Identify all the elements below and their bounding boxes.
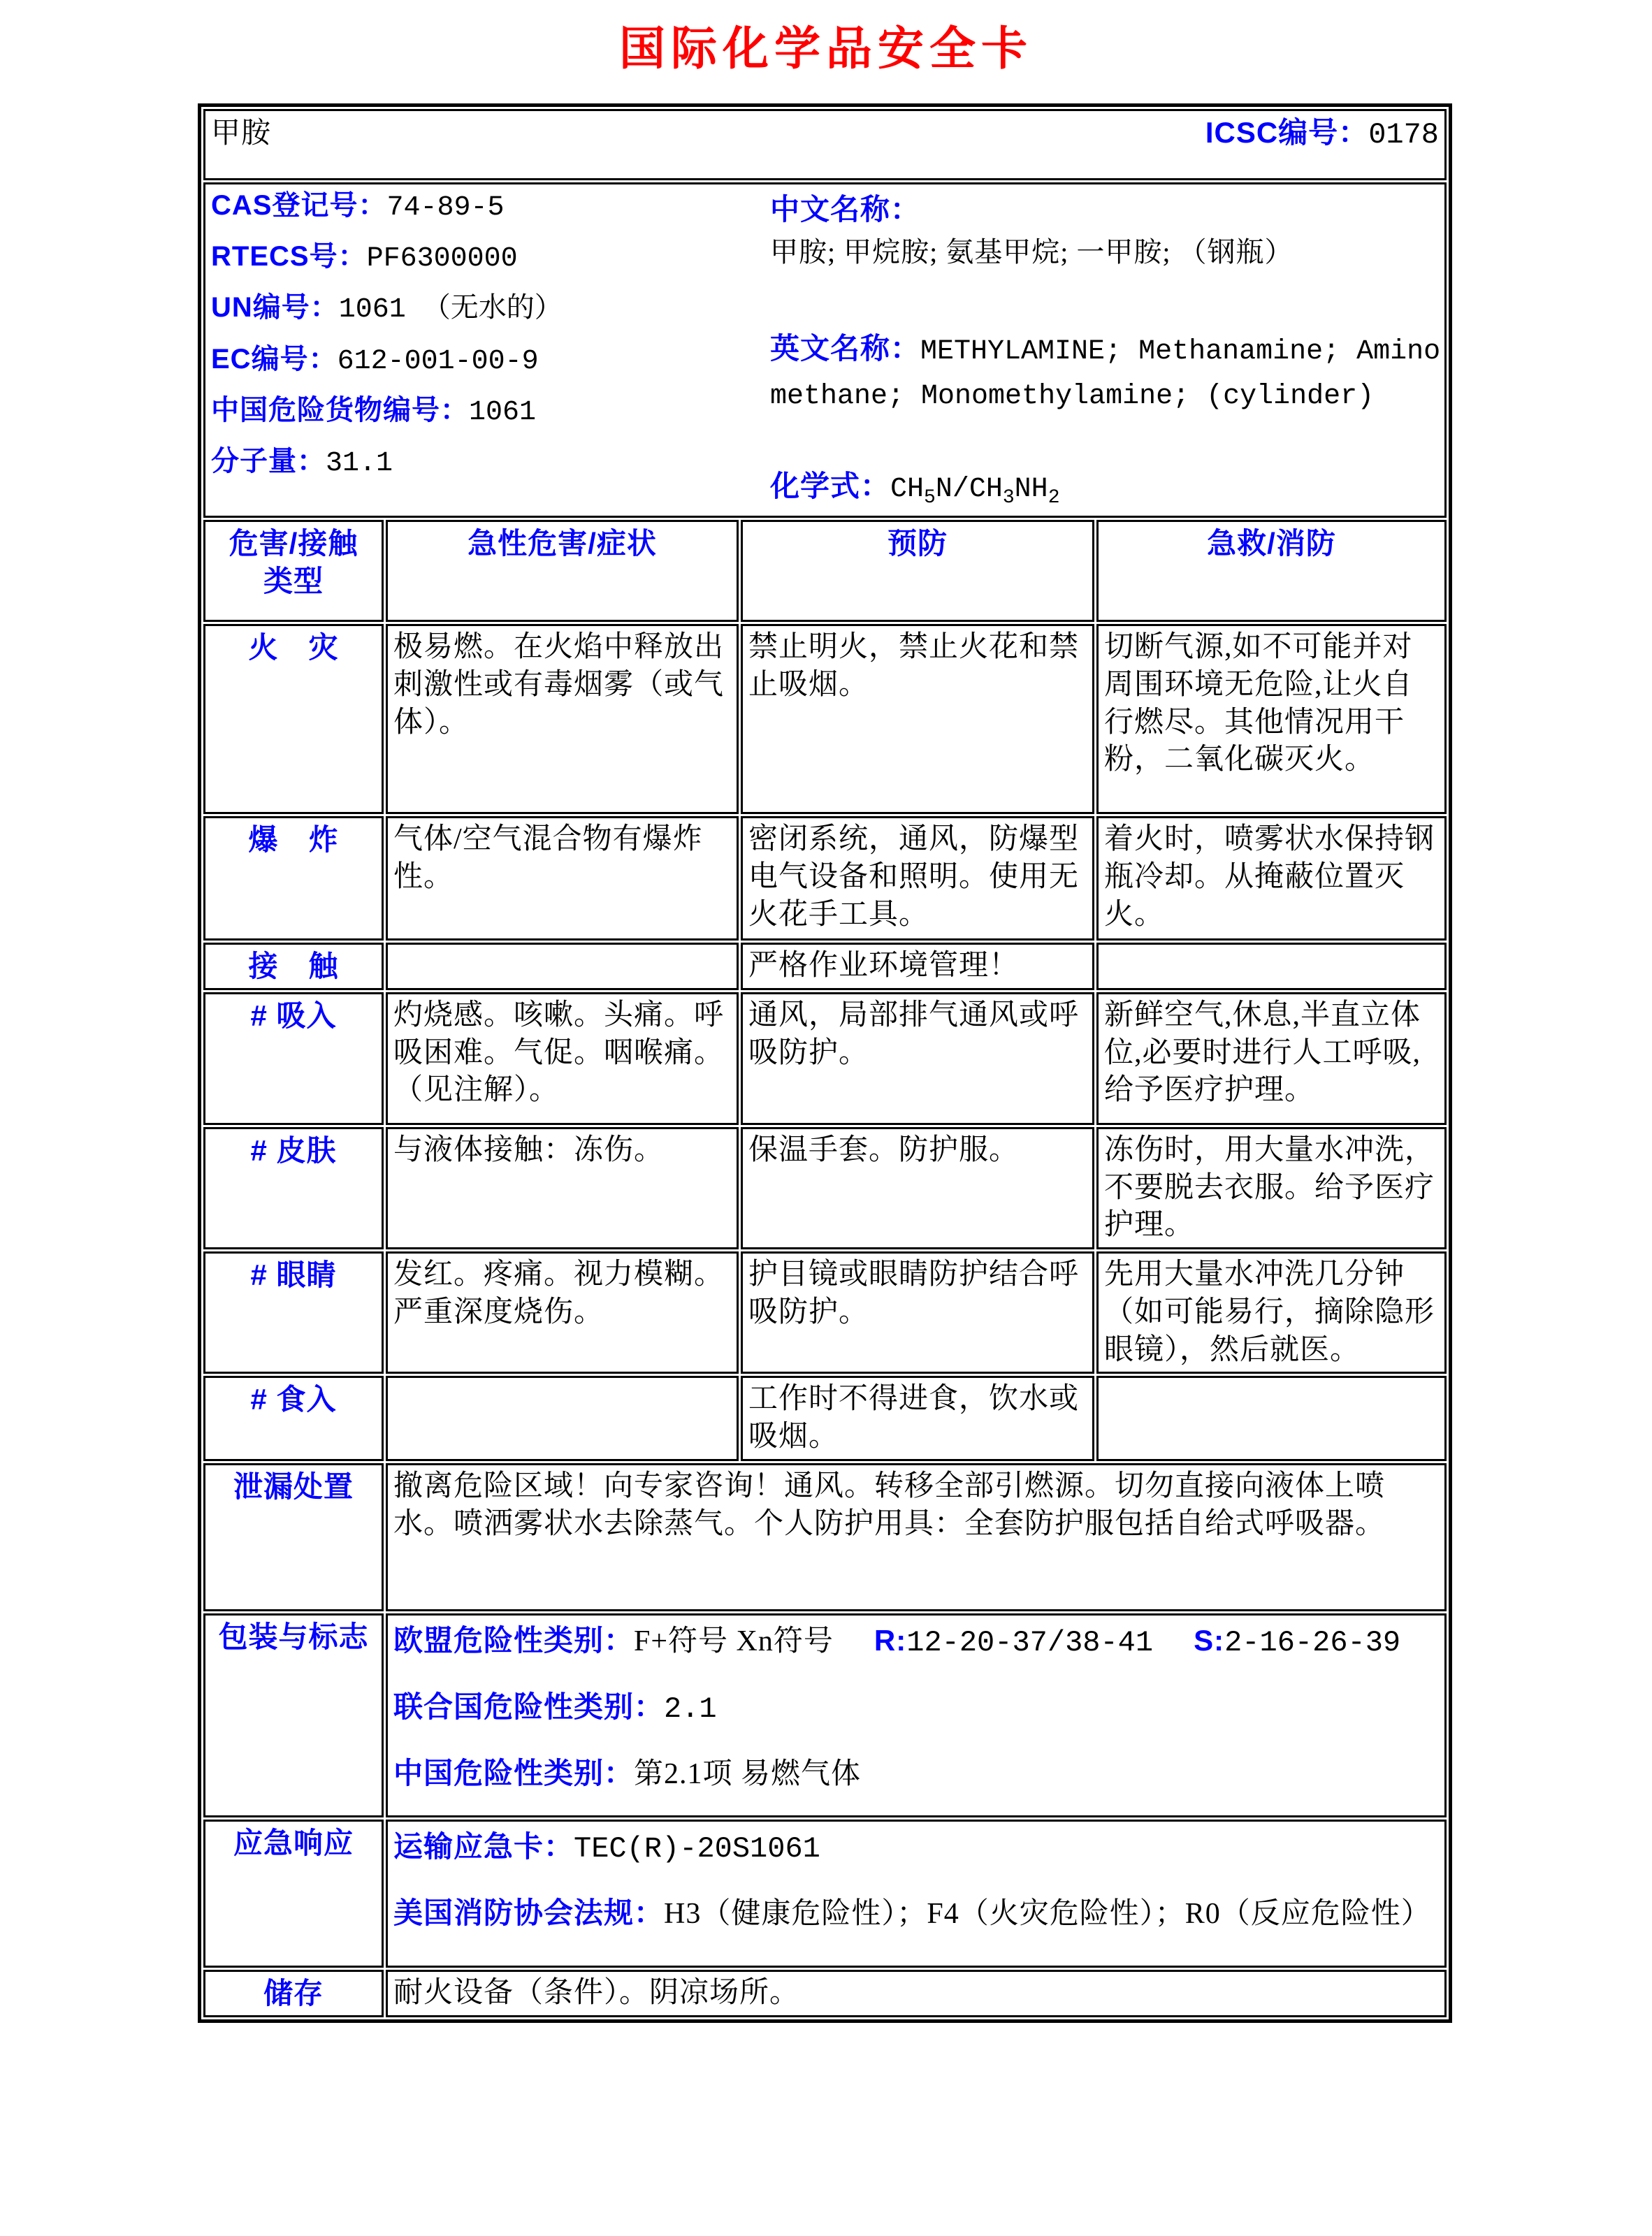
nfpa-code-label: 美国消防协会法规： bbox=[393, 1896, 665, 1929]
fire-symptoms: 极易燃。在火焰中释放出刺激性或有毒烟雾（或气体）。 bbox=[386, 624, 739, 814]
ec-number-label: EC编号： bbox=[211, 343, 338, 375]
contact-prevention: 严格作业环境管理！ bbox=[741, 943, 1094, 990]
icsc-number-label: ICSC编号： bbox=[1205, 116, 1369, 149]
table-row-eyes bbox=[203, 1251, 1447, 1374]
storage-text: 耐火设备（条件）。阴凉场所。 bbox=[386, 1970, 1447, 2017]
column-header-prevention: 预防 bbox=[741, 520, 1094, 622]
chinese-name-value: 甲胺; 甲烷胺; 氨基甲烷; 一甲胺; （钢瓶） bbox=[770, 236, 1294, 268]
formula-part: NH bbox=[1014, 474, 1048, 505]
nfpa-code-value: H3（健康危险性）；F4（火灾危险性）；R0（反应危险性） bbox=[664, 1897, 1431, 1930]
contact-firstaid bbox=[1096, 943, 1447, 990]
table-row-emergency bbox=[203, 1820, 1447, 1968]
eyes-symptoms: 发红。疼痛。视力模糊。严重深度烧伤。 bbox=[386, 1251, 739, 1374]
china-dg-number-line bbox=[211, 392, 749, 430]
names-block bbox=[770, 187, 1441, 513]
substance-name: 甲胺 bbox=[211, 117, 272, 150]
table-row-storage bbox=[203, 1970, 1447, 2017]
page-title: 国际化学品安全卡 bbox=[619, 24, 1033, 75]
explosion-firstaid: 着火时，喷雾状水保持钢瓶冷却。从掩蔽位置灭火。 bbox=[1096, 816, 1447, 941]
table-row-explosion bbox=[203, 816, 1447, 941]
english-name-line bbox=[770, 326, 1441, 418]
un-classification-value: 2.1 bbox=[664, 1692, 717, 1726]
eyes-prevention: 护目镜或眼睛防护结合呼吸防护。 bbox=[741, 1251, 1094, 1374]
ingestion-firstaid bbox=[1096, 1376, 1447, 1461]
s-phrases-value: 2-16-26-39 bbox=[1224, 1625, 1401, 1660]
china-dg-number-label: 中国危险货物编号： bbox=[211, 394, 469, 426]
row-label-explosion: 爆 炸 bbox=[203, 816, 384, 941]
cas-number-label: CAS登记号： bbox=[211, 190, 387, 221]
emergency-cell bbox=[386, 1820, 1447, 1968]
table-row-skin bbox=[203, 1127, 1447, 1249]
transport-emergency-card-value: TEC(R)-20S1061 bbox=[574, 1831, 820, 1866]
identifier-list bbox=[211, 187, 749, 513]
identification-cell bbox=[203, 182, 1447, 518]
skin-prevention: 保温手套。防护服。 bbox=[741, 1127, 1094, 1249]
row-label-inhalation: # 吸入 bbox=[203, 992, 384, 1125]
row-label-packaging: 包装与标志 bbox=[203, 1613, 384, 1817]
un-number-line bbox=[211, 289, 749, 328]
table-header-row bbox=[203, 520, 1447, 622]
transport-emergency-card-label: 运输应急卡： bbox=[393, 1829, 574, 1863]
skin-firstaid: 冻伤时，用大量水冲洗，不要脱去衣服。给予医疗护理。 bbox=[1096, 1127, 1447, 1249]
ec-number-value: 612-001-00-9 bbox=[337, 345, 539, 377]
eu-classification-line bbox=[393, 1618, 1439, 1665]
cas-number-value: 74-89-5 bbox=[386, 192, 505, 224]
table-row-spillage bbox=[203, 1463, 1447, 1611]
eu-classification-value: F+符号 Xn符号 bbox=[634, 1625, 834, 1657]
table-row bbox=[203, 182, 1447, 518]
column-header-symptoms: 急性危害/症状 bbox=[386, 520, 739, 622]
un-classification-line bbox=[393, 1685, 1439, 1732]
row-label-fire: 火 灾 bbox=[203, 624, 384, 814]
chinese-name-label: 中文名称： bbox=[770, 193, 921, 226]
formula-part: CH bbox=[890, 474, 925, 505]
row-label-skin: # 皮肤 bbox=[203, 1127, 384, 1249]
column-header-line: 危害/接触 bbox=[229, 527, 358, 560]
ingestion-symptoms bbox=[386, 1376, 739, 1461]
un-number-value: 1061 （无水的） bbox=[338, 294, 563, 326]
s-phrases bbox=[1194, 1623, 1401, 1660]
rtecs-number-label: RTECS号： bbox=[211, 241, 367, 273]
column-header-line: 类型 bbox=[263, 564, 324, 597]
china-classification-value: 第2.1项 易燃气体 bbox=[634, 1757, 862, 1790]
column-header-hazard-type bbox=[203, 520, 384, 622]
rtecs-number-value: PF6300000 bbox=[366, 243, 518, 275]
rtecs-number-line bbox=[211, 238, 749, 277]
inhalation-symptoms: 灼烧感。咳嗽。头痛。呼吸困难。气促。咽喉痛。（见注解）。 bbox=[386, 992, 739, 1125]
un-number-label: UN编号： bbox=[211, 292, 339, 324]
formula-subscript: 5 bbox=[924, 487, 936, 509]
table-row-contact bbox=[203, 943, 1447, 990]
nfpa-code-line bbox=[393, 1891, 1439, 1936]
row-label-emergency: 应急响应 bbox=[203, 1820, 384, 1968]
r-phrases bbox=[874, 1623, 1154, 1660]
molecular-weight-line bbox=[211, 443, 749, 481]
r-phrases-label: R: bbox=[874, 1623, 907, 1657]
packaging-cell bbox=[386, 1613, 1447, 1817]
molecular-weight-label: 分子量： bbox=[211, 445, 326, 477]
fire-prevention: 禁止明火，禁止火花和禁止吸烟。 bbox=[741, 624, 1094, 814]
transport-emergency-card-line bbox=[393, 1824, 1439, 1871]
table-row-inhalation bbox=[203, 992, 1447, 1125]
china-classification-line bbox=[393, 1751, 1439, 1796]
china-classification-label: 中国危险性类别： bbox=[393, 1756, 635, 1789]
chemical-formula-value bbox=[890, 474, 1060, 509]
explosion-symptoms: 气体/空气混合物有爆炸性。 bbox=[386, 816, 739, 941]
row-label-spillage: 泄漏处置 bbox=[203, 1463, 384, 1611]
substance-header-cell bbox=[203, 109, 1447, 180]
english-name-label: 英文名称： bbox=[770, 332, 921, 365]
r-phrases-value: 12-20-37/38-41 bbox=[906, 1625, 1154, 1660]
eu-classification-label: 欧盟危险性类别： bbox=[393, 1623, 635, 1657]
table-row-fire bbox=[203, 624, 1447, 814]
row-label-ingestion: # 食入 bbox=[203, 1376, 384, 1461]
chemical-formula-label: 化学式： bbox=[770, 470, 891, 502]
fire-firstaid: 切断气源,如不可能并对周围环境无危险,让火自行燃尽。其他情况用干粉，二氧化碳灭火。 bbox=[1096, 624, 1447, 814]
s-phrases-label: S: bbox=[1194, 1623, 1225, 1657]
inhalation-firstaid: 新鲜空气,休息,半直立体位,必要时进行人工呼吸,给予医疗护理。 bbox=[1096, 992, 1447, 1125]
table-row bbox=[203, 109, 1447, 180]
english-name-value: METHYLAMINE; Methanamine; Aminomethane; Monomethylamine; (cylinder) bbox=[770, 336, 1441, 412]
icsc-table bbox=[198, 103, 1452, 2023]
eyes-firstaid: 先用大量水冲洗几分钟（如可能易行，摘除隐形眼镜），然后就医。 bbox=[1096, 1251, 1447, 1374]
formula-subscript: 2 bbox=[1048, 487, 1060, 509]
table-row-ingestion bbox=[203, 1376, 1447, 1461]
spillage-text: 撤离危险区域！向专家咨询！通风。转移全部引燃源。切勿直接向液体上喷水。喷洒雾状水去除蒸气。个人防护用具：全套防护服包括自给式呼吸器。 bbox=[386, 1463, 1447, 1611]
ingestion-prevention: 工作时不得进食，饮水或吸烟。 bbox=[741, 1376, 1094, 1461]
formula-part: N/CH bbox=[935, 474, 1003, 505]
un-classification-label: 联合国危险性类别： bbox=[393, 1690, 665, 1723]
table-row-packaging bbox=[203, 1613, 1447, 1817]
inhalation-prevention: 通风，局部排气通风或呼吸防护。 bbox=[741, 992, 1094, 1125]
row-label-contact: 接 触 bbox=[203, 943, 384, 990]
contact-symptoms bbox=[386, 943, 739, 990]
column-header-firstaid: 急救/消防 bbox=[1096, 520, 1447, 622]
china-dg-number-value: 1061 bbox=[469, 396, 537, 428]
row-label-storage: 储存 bbox=[203, 1970, 384, 2017]
chinese-name-line bbox=[770, 187, 1441, 273]
row-label-eyes: # 眼睛 bbox=[203, 1251, 384, 1374]
chemical-formula-line bbox=[770, 464, 1441, 513]
formula-subscript: 3 bbox=[1002, 487, 1015, 509]
icsc-number bbox=[1205, 114, 1439, 154]
icsc-number-value: 0178 bbox=[1368, 118, 1440, 152]
molecular-weight-value: 31.1 bbox=[326, 447, 393, 479]
explosion-prevention: 密闭系统，通风，防爆型电气设备和照明。使用无火花手工具。 bbox=[741, 816, 1094, 941]
cas-number-line bbox=[211, 187, 749, 226]
ec-number-line bbox=[211, 341, 749, 379]
skin-symptoms: 与液体接触：冻伤。 bbox=[386, 1127, 739, 1249]
